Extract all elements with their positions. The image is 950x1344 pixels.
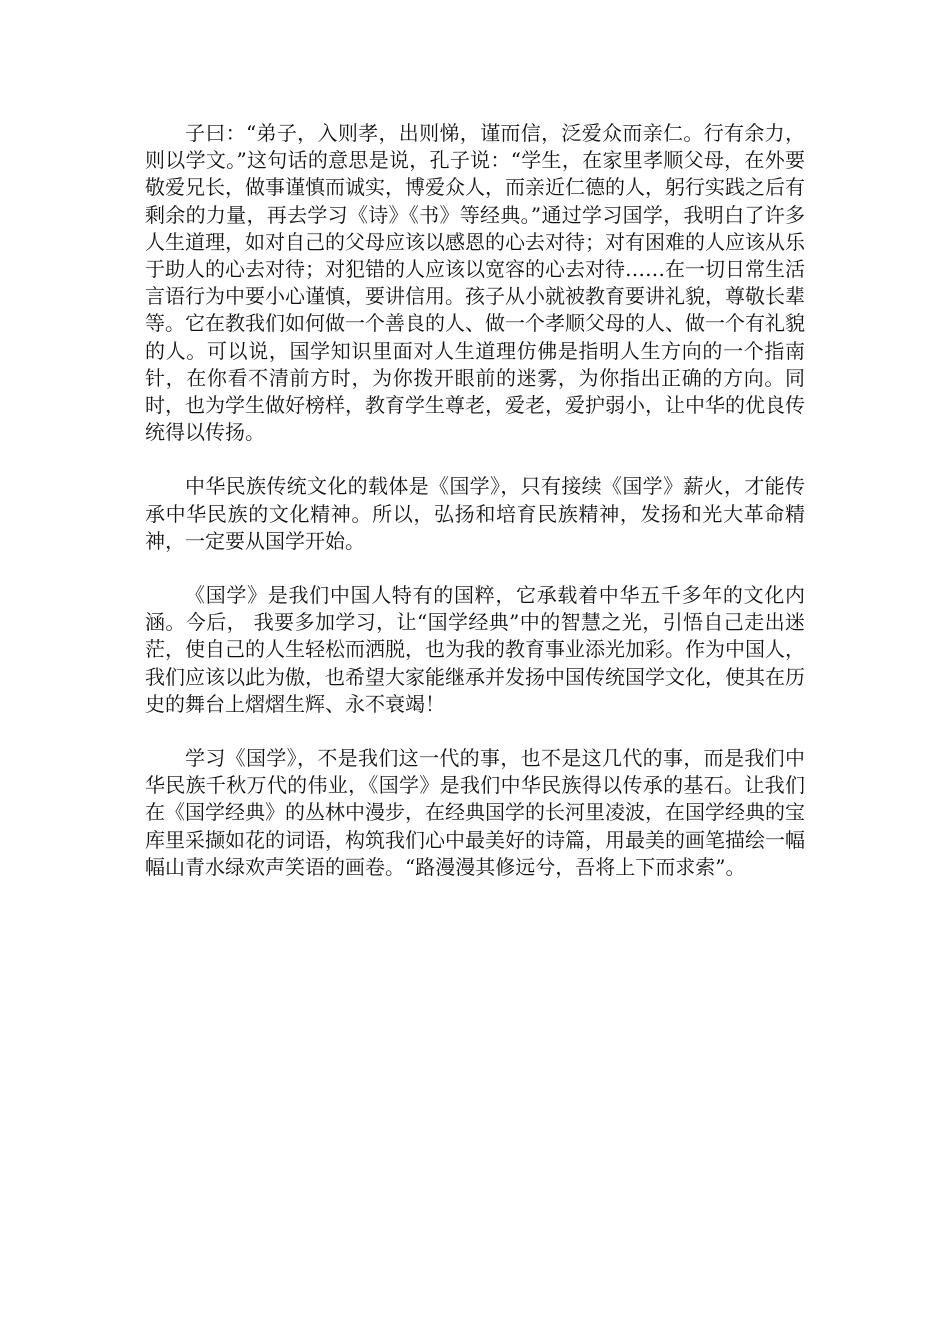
paragraph-1: 子曰：“弟子，入则孝，出则悌，谨而信，泛爱众而亲仁。行有余力，则以学文。”这句话的意思是说，孔子说：“学生，在家里孝顺父母，在外要敬爱兄长，做事谨慎而诚实，博爱众人，而亲近仁德的人，躬行实践之后有剩余的力量，再去学习《诗》《书》等经典。”通过学习国学，我明白了许多人生道理，如对自己的父母应该以感恩的心去对待；对有困难的人应该从乐于助人的心去对待；对犯错的人应该以宽容的心去对待……在一切日常生活言语行为中要小心谨慎，要讲信用。孩子从小就被教育要讲礼貌，尊敬长辈等。它在教我们如何做一个善良的人、做一个孝顺父母的人、做一个有礼貌的人。可以说，国学知识里面对人生道理仿佛是指明人生方向的一个指南针，在你看不清前方时，为你拨开眼前的迷雾，为你指出正确的方向。同时，也为学生做好榜样，教育学生尊老，爱老，爱护弱小，让中华的优良传统得以传扬。 — [145, 121, 805, 445]
paragraph-3: 《国学》是我们中国人特有的国粹，它承载着中华五千多年的文化内涵。今后， 我要多加学习，让“国学经典”中的智慧之光，引悟自己走出迷茫，使自己的人生轻松而洒脱，也为我的教育事业添光加彩。作为中国人，我们应该以此为傲，也希望大家能继承并发扬中国传统国学文化，使其在历史的舞台上熠熠生辉、永不衰竭！ — [145, 583, 805, 716]
paragraph-4: 学习《国学》，不是我们这一代的事，也不是这几代的事，而是我们中华民族千秋万代的伟业，《国学》是我们中华民族得以传承的基石。让我们在《国学经典》的丛林中漫步，在经典国学的长河里凌波，在国学经典的宝库里采撷如花的词语，构筑我们心中最美好的诗篇，用最美的画笔描绘一幅幅山青水绿欢声笑语的画卷。“路漫漫其修远兮，吾将上下而求索”。 — [145, 746, 805, 879]
document-page — [145, 120, 805, 908]
paragraph-2: 中华民族传统文化的载体是《国学》，只有接续《国学》薪火，才能传承中华民族的文化精神。所以，弘扬和培育民族精神，发扬和光大革命精神，一定要从国学开始。 — [145, 474, 805, 553]
